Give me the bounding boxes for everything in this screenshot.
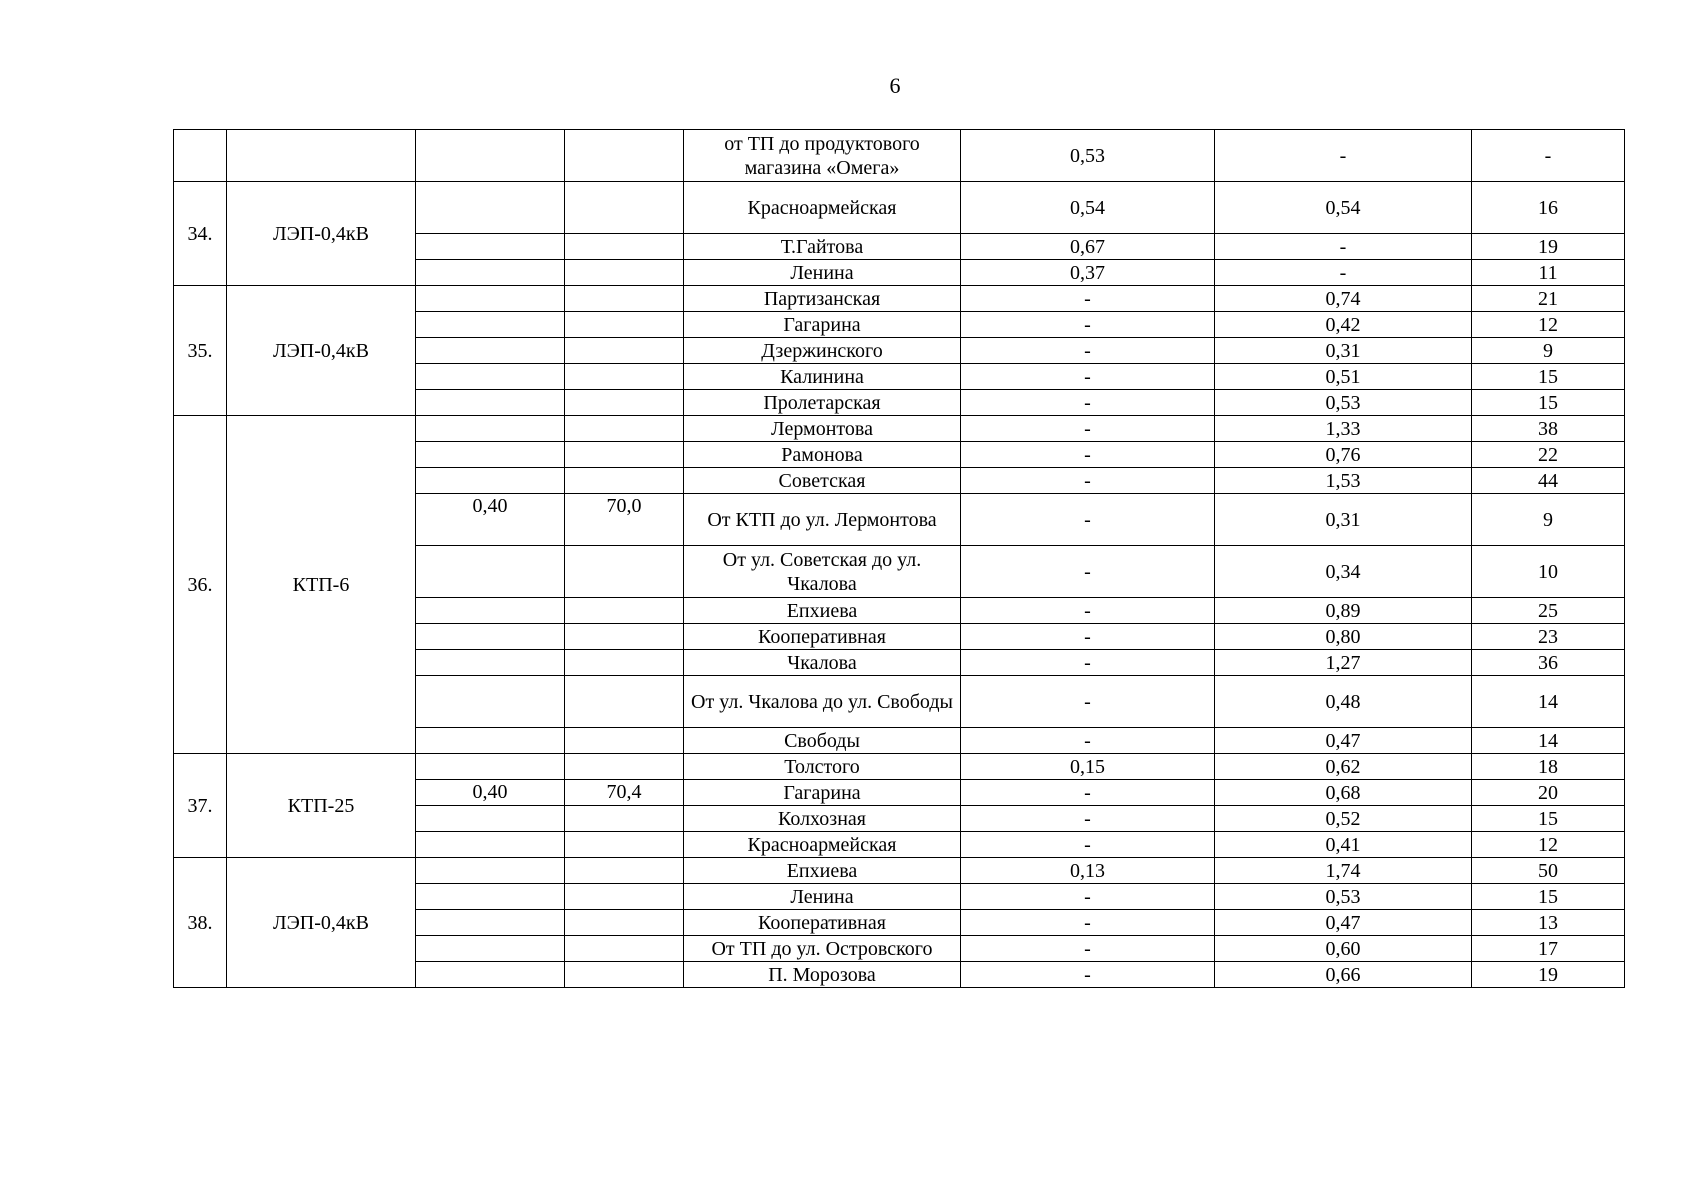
value-1-cell xyxy=(416,962,565,988)
column-1-value-cell: - xyxy=(961,962,1215,988)
value-2-cell xyxy=(565,182,684,234)
value-2-cell xyxy=(565,832,684,858)
value-1-cell xyxy=(416,806,565,832)
value-2-cell xyxy=(565,754,684,780)
column-3-value-cell: 10 xyxy=(1472,546,1625,598)
table-row xyxy=(174,286,1625,312)
column-3-value-cell: 12 xyxy=(1472,312,1625,338)
column-3-value-cell: 36 xyxy=(1472,650,1625,676)
column-2-value-cell: 0,48 xyxy=(1215,676,1472,728)
column-1-value-cell: 0,13 xyxy=(961,858,1215,884)
row-number-cell: 38. xyxy=(174,858,227,988)
column-1-value-cell: - xyxy=(961,312,1215,338)
row-number-cell: 36. xyxy=(174,416,227,754)
row-number-cell: 37. xyxy=(174,754,227,858)
column-3-value-cell: 44 xyxy=(1472,468,1625,494)
street-cell: Пролетарская xyxy=(684,390,961,416)
value-1-cell: 0,40 xyxy=(416,494,565,546)
column-1-value-cell: - xyxy=(961,676,1215,728)
column-3-value-cell: 38 xyxy=(1472,416,1625,442)
column-3-value-cell: 19 xyxy=(1472,234,1625,260)
table-body xyxy=(174,130,1625,988)
value-2-cell xyxy=(565,390,684,416)
street-cell: Гагарина xyxy=(684,312,961,338)
value-2-cell xyxy=(565,624,684,650)
column-1-value-cell: - xyxy=(961,624,1215,650)
street-cell: Советская xyxy=(684,468,961,494)
column-1-value-cell: 0,53 xyxy=(961,130,1215,182)
column-2-value-cell: 0,76 xyxy=(1215,442,1472,468)
column-2-value-cell: 0,53 xyxy=(1215,390,1472,416)
column-3-value-cell: 15 xyxy=(1472,806,1625,832)
column-1-value-cell: - xyxy=(961,780,1215,806)
column-3-value-cell: 25 xyxy=(1472,598,1625,624)
column-3-value-cell: - xyxy=(1472,130,1625,182)
street-cell: Ленина xyxy=(684,884,961,910)
column-2-value-cell: - xyxy=(1215,130,1472,182)
column-1-value-cell: 0,15 xyxy=(961,754,1215,780)
column-2-value-cell: 1,74 xyxy=(1215,858,1472,884)
column-2-value-cell: 0,53 xyxy=(1215,884,1472,910)
street-cell: Ленина xyxy=(684,260,961,286)
column-3-value-cell: 17 xyxy=(1472,936,1625,962)
column-3-value-cell: 50 xyxy=(1472,858,1625,884)
column-2-value-cell: 0,89 xyxy=(1215,598,1472,624)
column-3-value-cell: 14 xyxy=(1472,728,1625,754)
value-1-cell xyxy=(416,650,565,676)
column-2-value-cell: - xyxy=(1215,234,1472,260)
table-row xyxy=(174,858,1625,884)
street-cell: Епхиева xyxy=(684,858,961,884)
column-3-value-cell: 15 xyxy=(1472,364,1625,390)
row-number-cell: 34. xyxy=(174,182,227,286)
value-1-cell xyxy=(416,442,565,468)
column-2-value-cell: 1,27 xyxy=(1215,650,1472,676)
column-1-value-cell: - xyxy=(961,364,1215,390)
value-2-cell: 70,4 xyxy=(565,780,684,806)
column-3-value-cell: 14 xyxy=(1472,676,1625,728)
value-2-cell xyxy=(565,234,684,260)
value-1-cell xyxy=(416,598,565,624)
value-2-cell xyxy=(565,416,684,442)
street-cell: Кооперативная xyxy=(684,624,961,650)
value-1-cell xyxy=(416,338,565,364)
street-cell: Красноармейская xyxy=(684,832,961,858)
street-cell: От КТП до ул. Лермонтова xyxy=(684,494,961,546)
value-1-cell xyxy=(416,936,565,962)
value-2-cell xyxy=(565,260,684,286)
column-2-value-cell: - xyxy=(1215,260,1472,286)
value-1-cell xyxy=(416,754,565,780)
street-cell: от ТП до продуктового магазина «Омега» xyxy=(684,130,961,182)
column-2-value-cell: 0,31 xyxy=(1215,338,1472,364)
column-1-value-cell: - xyxy=(961,936,1215,962)
table-row xyxy=(174,416,1625,442)
column-1-value-cell: - xyxy=(961,806,1215,832)
value-1-cell xyxy=(416,884,565,910)
column-1-value-cell: - xyxy=(961,286,1215,312)
column-2-value-cell: 0,52 xyxy=(1215,806,1472,832)
value-2-cell xyxy=(565,962,684,988)
street-cell: От ул. Советская до ул. Чкалова xyxy=(684,546,961,598)
column-1-value-cell: - xyxy=(961,338,1215,364)
street-cell: Партизанская xyxy=(684,286,961,312)
value-1-cell xyxy=(416,676,565,728)
value-2-cell xyxy=(565,286,684,312)
value-1-cell xyxy=(416,234,565,260)
street-cell: Кооперативная xyxy=(684,910,961,936)
value-2-cell xyxy=(565,130,684,182)
value-1-cell xyxy=(416,260,565,286)
column-2-value-cell: 0,47 xyxy=(1215,910,1472,936)
street-cell: Т.Гайтова xyxy=(684,234,961,260)
column-3-value-cell: 9 xyxy=(1472,494,1625,546)
column-3-value-cell: 13 xyxy=(1472,910,1625,936)
value-2-cell xyxy=(565,598,684,624)
column-3-value-cell: 22 xyxy=(1472,442,1625,468)
column-1-value-cell: - xyxy=(961,546,1215,598)
value-1-cell xyxy=(416,546,565,598)
column-3-value-cell: 18 xyxy=(1472,754,1625,780)
column-3-value-cell: 23 xyxy=(1472,624,1625,650)
column-2-value-cell: 1,33 xyxy=(1215,416,1472,442)
column-3-value-cell: 15 xyxy=(1472,390,1625,416)
object-name-cell: КТП-25 xyxy=(227,754,416,858)
value-2-cell xyxy=(565,936,684,962)
column-1-value-cell: 0,54 xyxy=(961,182,1215,234)
page-number: 6 xyxy=(889,73,901,98)
street-cell: Гагарина xyxy=(684,780,961,806)
column-1-value-cell: - xyxy=(961,494,1215,546)
street-cell: Дзержинского xyxy=(684,338,961,364)
column-2-value-cell: 0,41 xyxy=(1215,832,1472,858)
street-cell: Чкалова xyxy=(684,650,961,676)
object-name-cell xyxy=(227,130,416,182)
value-1-cell xyxy=(416,390,565,416)
column-2-value-cell: 0,80 xyxy=(1215,624,1472,650)
value-2-cell xyxy=(565,858,684,884)
value-2-cell xyxy=(565,442,684,468)
column-3-value-cell: 15 xyxy=(1472,884,1625,910)
column-3-value-cell: 19 xyxy=(1472,962,1625,988)
value-2-cell xyxy=(565,728,684,754)
value-2-cell xyxy=(565,884,684,910)
value-2-cell xyxy=(565,468,684,494)
object-name-cell: КТП-6 xyxy=(227,416,416,754)
row-number-cell xyxy=(174,130,227,182)
street-cell: П. Морозова xyxy=(684,962,961,988)
column-2-value-cell: 0,60 xyxy=(1215,936,1472,962)
column-2-value-cell: 0,34 xyxy=(1215,546,1472,598)
column-1-value-cell: - xyxy=(961,598,1215,624)
column-1-value-cell: - xyxy=(961,910,1215,936)
value-2-cell: 70,0 xyxy=(565,494,684,546)
value-1-cell xyxy=(416,312,565,338)
value-1-cell xyxy=(416,286,565,312)
street-cell: Лермонтова xyxy=(684,416,961,442)
value-1-cell: 0,40 xyxy=(416,780,565,806)
value-2-cell xyxy=(565,364,684,390)
value-1-cell xyxy=(416,364,565,390)
column-2-value-cell: 1,53 xyxy=(1215,468,1472,494)
value-2-cell xyxy=(565,650,684,676)
value-2-cell xyxy=(565,910,684,936)
column-1-value-cell: 0,37 xyxy=(961,260,1215,286)
column-3-value-cell: 12 xyxy=(1472,832,1625,858)
column-1-value-cell: - xyxy=(961,468,1215,494)
column-2-value-cell: 0,47 xyxy=(1215,728,1472,754)
column-2-value-cell: 0,62 xyxy=(1215,754,1472,780)
column-3-value-cell: 9 xyxy=(1472,338,1625,364)
object-name-cell: ЛЭП-0,4кВ xyxy=(227,286,416,416)
value-1-cell xyxy=(416,130,565,182)
column-2-value-cell: 0,68 xyxy=(1215,780,1472,806)
value-1-cell xyxy=(416,858,565,884)
value-2-cell xyxy=(565,312,684,338)
value-2-cell xyxy=(565,676,684,728)
street-cell: Красноармейская xyxy=(684,182,961,234)
column-2-value-cell: 0,54 xyxy=(1215,182,1472,234)
column-3-value-cell: 16 xyxy=(1472,182,1625,234)
column-2-value-cell: 0,66 xyxy=(1215,962,1472,988)
street-cell: Рамонова xyxy=(684,442,961,468)
column-2-value-cell: 0,51 xyxy=(1215,364,1472,390)
column-1-value-cell: - xyxy=(961,650,1215,676)
table-row xyxy=(174,182,1625,234)
column-1-value-cell: 0,67 xyxy=(961,234,1215,260)
table-row xyxy=(174,754,1625,780)
column-3-value-cell: 11 xyxy=(1472,260,1625,286)
column-1-value-cell: - xyxy=(961,416,1215,442)
column-1-value-cell: - xyxy=(961,442,1215,468)
value-1-cell xyxy=(416,624,565,650)
street-cell: Калинина xyxy=(684,364,961,390)
street-cell: Толстого xyxy=(684,754,961,780)
street-cell: Колхозная xyxy=(684,806,961,832)
table-row xyxy=(174,130,1625,182)
street-cell: Епхиева xyxy=(684,598,961,624)
value-2-cell xyxy=(565,338,684,364)
street-cell: От ул. Чкалова до ул. Свободы xyxy=(684,676,961,728)
column-3-value-cell: 21 xyxy=(1472,286,1625,312)
object-name-cell: ЛЭП-0,4кВ xyxy=(227,182,416,286)
value-2-cell xyxy=(565,546,684,598)
column-1-value-cell: - xyxy=(961,390,1215,416)
value-1-cell xyxy=(416,728,565,754)
column-1-value-cell: - xyxy=(961,884,1215,910)
column-1-value-cell: - xyxy=(961,832,1215,858)
data-table xyxy=(173,129,1625,988)
column-2-value-cell: 0,74 xyxy=(1215,286,1472,312)
row-number-cell: 35. xyxy=(174,286,227,416)
value-1-cell xyxy=(416,910,565,936)
column-2-value-cell: 0,42 xyxy=(1215,312,1472,338)
value-1-cell xyxy=(416,182,565,234)
value-1-cell xyxy=(416,416,565,442)
value-1-cell xyxy=(416,832,565,858)
value-2-cell xyxy=(565,806,684,832)
column-3-value-cell: 20 xyxy=(1472,780,1625,806)
column-2-value-cell: 0,31 xyxy=(1215,494,1472,546)
object-name-cell: ЛЭП-0,4кВ xyxy=(227,858,416,988)
column-1-value-cell: - xyxy=(961,728,1215,754)
street-cell: Свободы xyxy=(684,728,961,754)
value-1-cell xyxy=(416,468,565,494)
street-cell: От ТП до ул. Островского xyxy=(684,936,961,962)
